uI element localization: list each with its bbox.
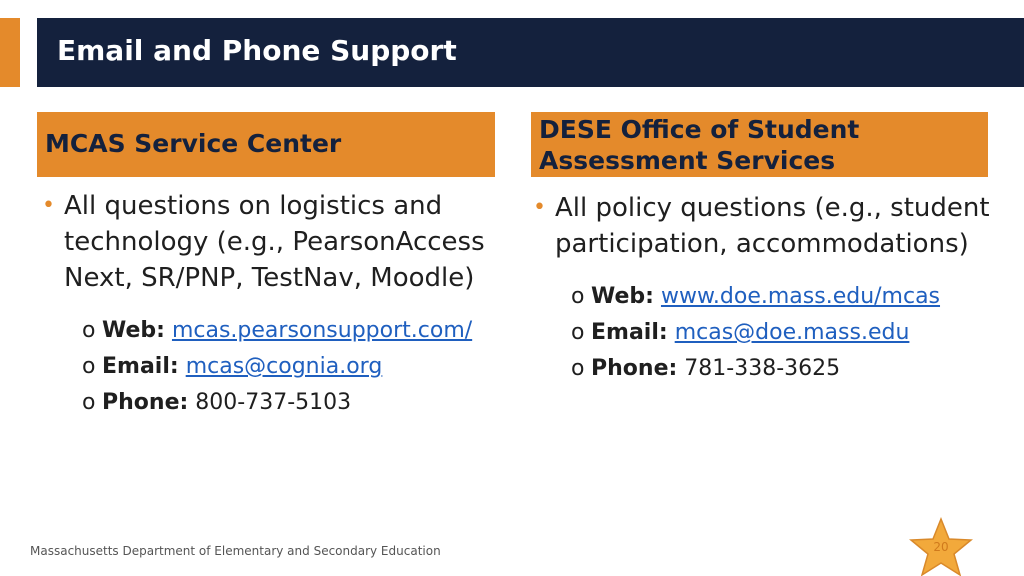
left-bullet: [42, 188, 497, 296]
sub-bullet-icon: o: [571, 284, 585, 309]
left-bullet-line-1: All questions on logistics and: [64, 191, 443, 221]
right-email-item: [571, 315, 1011, 351]
email-label: Email:: [102, 354, 179, 379]
left-web-item: [82, 313, 502, 349]
mcas-service-center-title: MCAS Service Center: [45, 129, 342, 158]
dese-office-title-line-2: Assessment Services: [539, 146, 836, 175]
right-phone-item: [571, 351, 1011, 387]
left-email-item: [82, 349, 502, 385]
dese-office-header: [531, 112, 988, 177]
left-bullet-item: [42, 188, 497, 296]
page-number: 20: [933, 540, 949, 554]
sub-bullet-icon: o: [571, 320, 585, 345]
phone-label: Phone:: [591, 356, 678, 381]
title-bar: [37, 18, 1024, 87]
footer-organization: Massachusetts Department of Elementary and Secondary Education: [30, 544, 441, 558]
mcas-service-center-header: [37, 112, 495, 177]
sub-bullet-icon: o: [82, 354, 96, 379]
right-bullet-item: [533, 190, 993, 262]
title-accent-bar: [0, 18, 20, 87]
bullet-dot-icon: •: [533, 195, 546, 220]
sub-bullet-icon: o: [82, 390, 96, 415]
web-label: Web:: [591, 284, 654, 309]
email-label: Email:: [591, 320, 668, 345]
mcas-phone-number: 800-737-5103: [195, 390, 352, 415]
phone-label: Phone:: [102, 390, 189, 415]
right-web-item: [571, 279, 1011, 315]
left-contact-list: [82, 313, 502, 421]
mcas-web-link[interactable]: mcas.pearsonsupport.com/: [171, 318, 473, 343]
right-bullet-line-2: participation, accommodations): [555, 229, 969, 259]
sub-bullet-icon: o: [82, 318, 96, 343]
dese-email-link[interactable]: mcas@doe.mass.edu: [674, 320, 910, 345]
left-bullet-line-2: technology (e.g., PearsonAccess: [64, 227, 485, 257]
dese-office-title-line-1: DESE Office of Student: [539, 115, 860, 144]
dese-web-link[interactable]: www.doe.mass.edu/mcas: [660, 284, 941, 309]
left-phone-item: [82, 385, 502, 421]
right-bullet-line-1: All policy questions (e.g., student: [555, 193, 990, 223]
dese-phone-number: 781-338-3625: [684, 356, 841, 381]
bullet-dot-icon: •: [42, 193, 55, 218]
slide-title: Email and Phone Support: [57, 34, 457, 67]
right-bullet: [533, 190, 993, 262]
sub-bullet-icon: o: [571, 356, 585, 381]
web-label: Web:: [102, 318, 165, 343]
left-bullet-line-3: Next, SR/PNP, TestNav, Moodle): [64, 263, 475, 293]
right-contact-list: [571, 279, 1011, 387]
mcas-email-link[interactable]: mcas@cognia.org: [185, 354, 383, 379]
